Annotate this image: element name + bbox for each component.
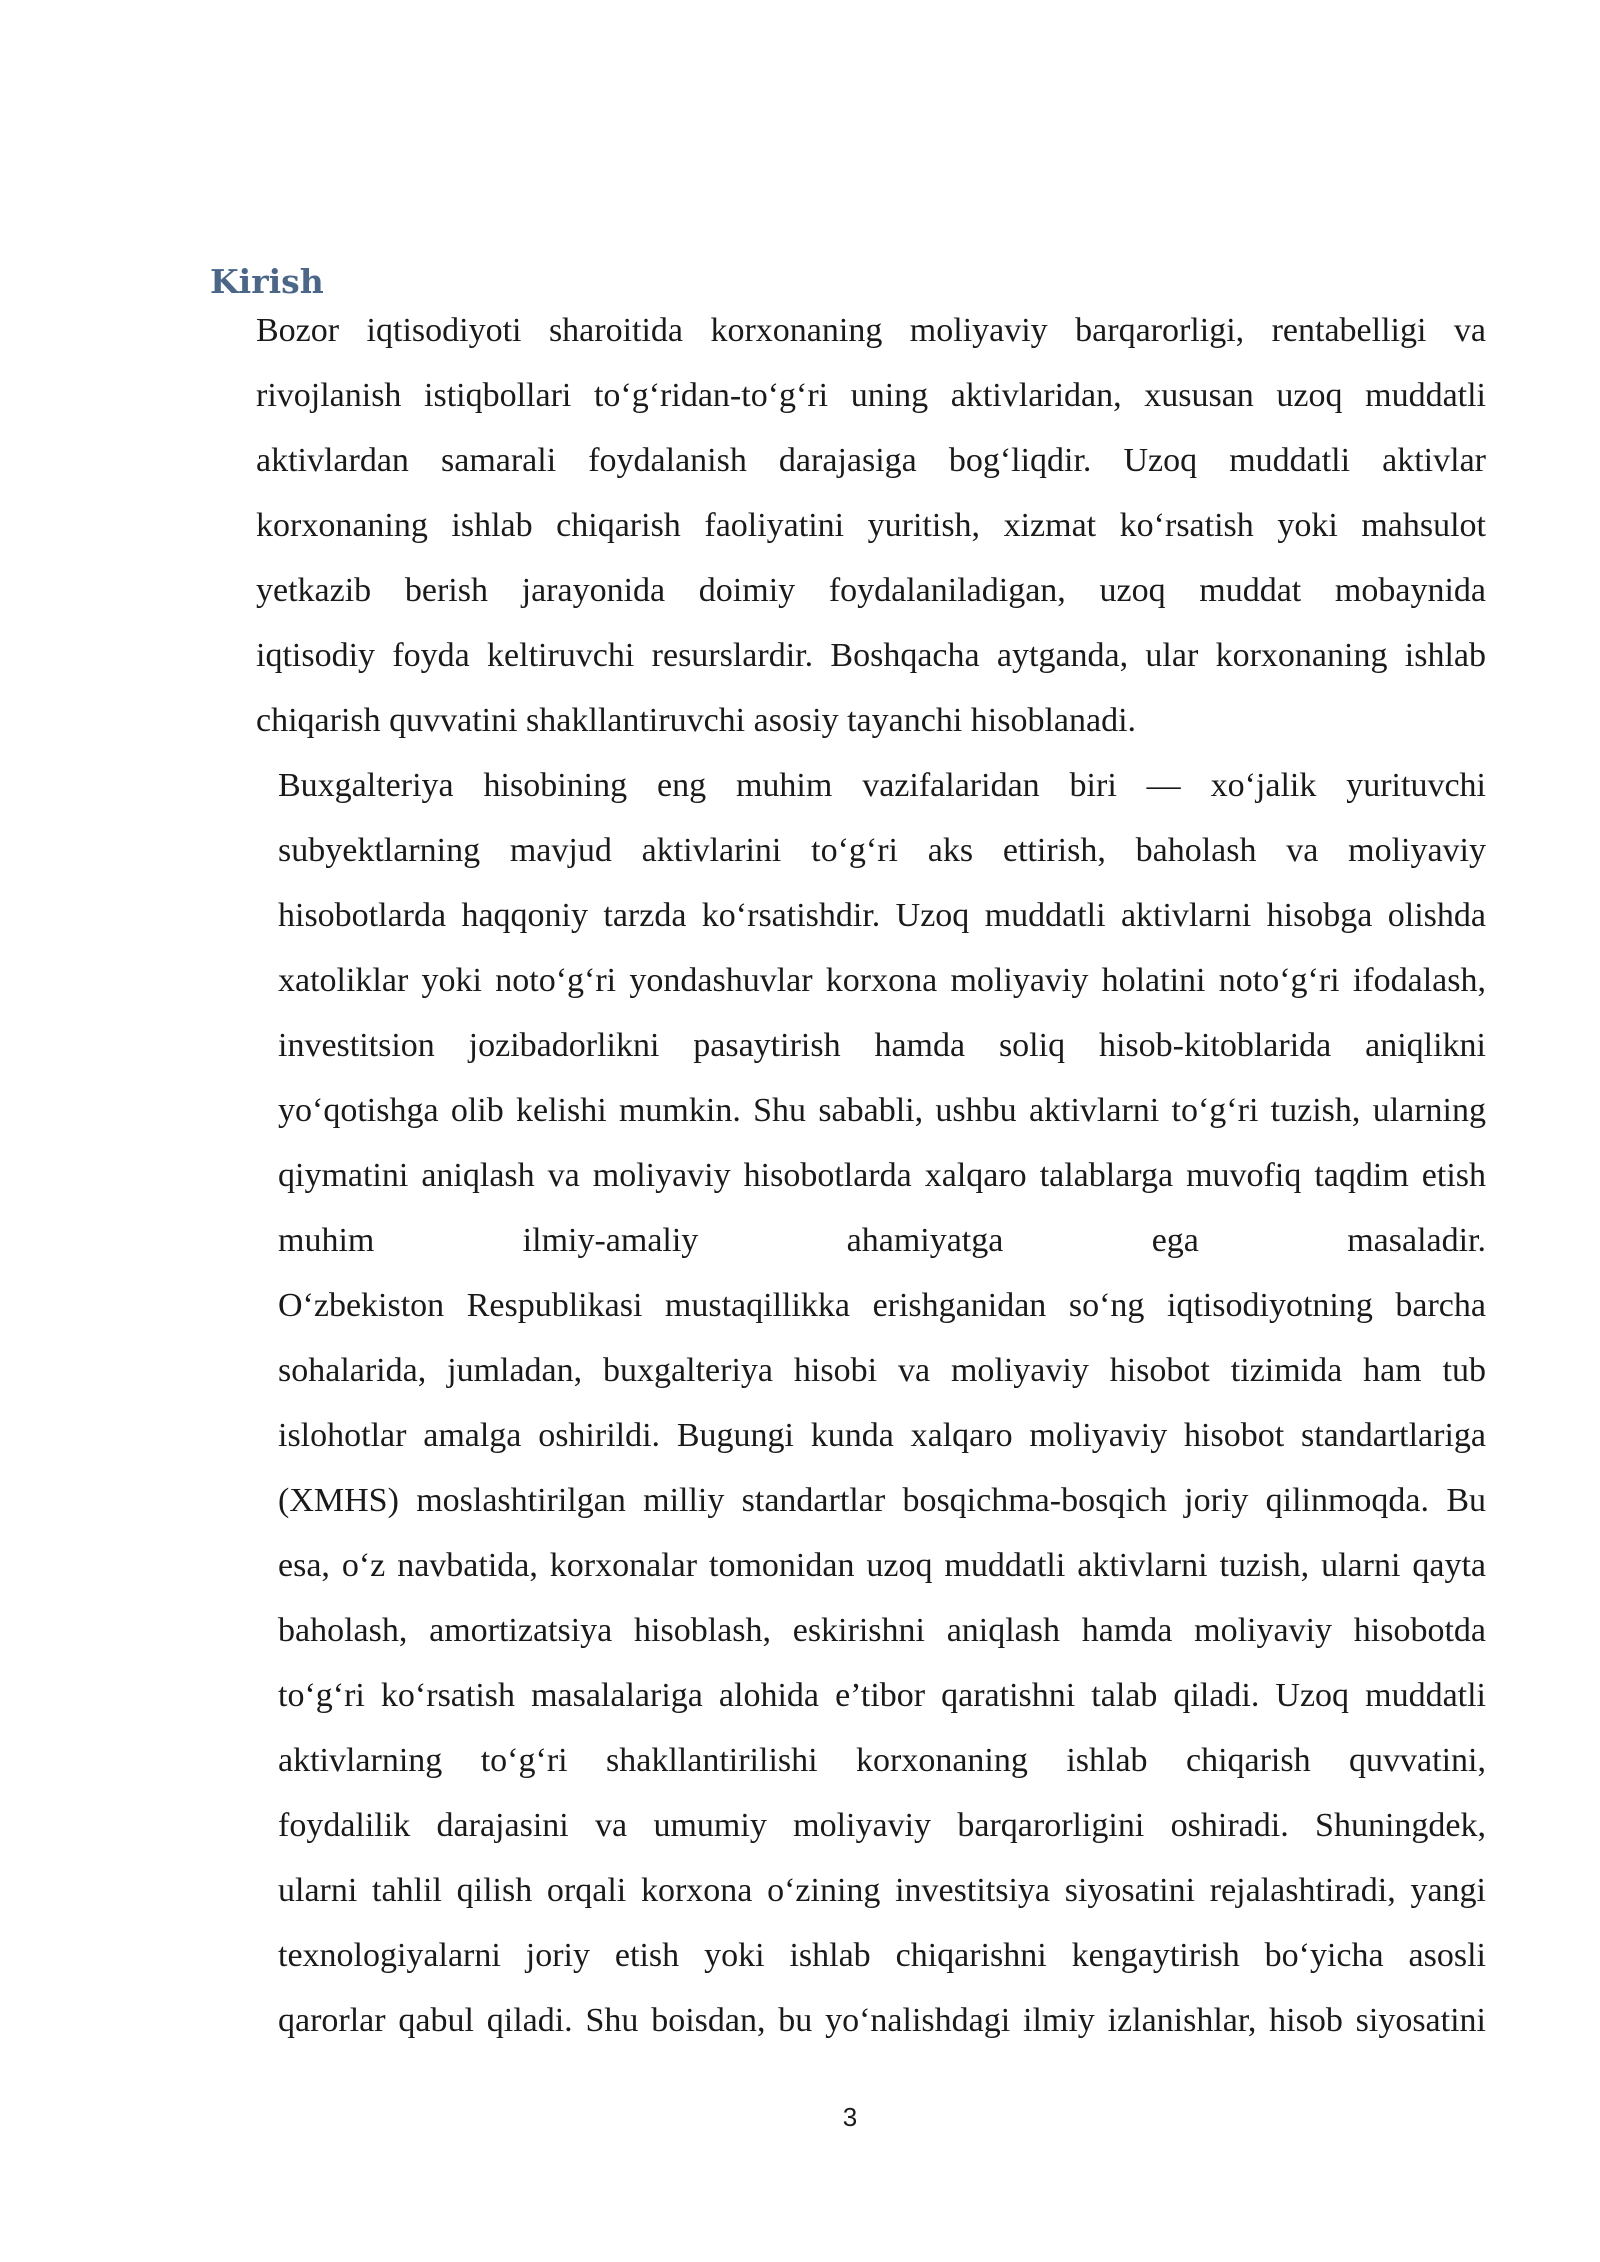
text-line: investitsion jozibadorlikni pasaytirish hamda soliq hisob-kitoblarida aniqlikni xyxy=(278,1027,1486,1064)
text-line: hisobotlarda haqqoniy tarzda ko‘rsatishdir. Uzoq muddatli aktivlarni hisobga olishda xyxy=(278,897,1486,934)
body-text xyxy=(210,298,1486,2053)
text-line: to‘g‘ri ko‘rsatish masalalariga alohida e’tibor qaratishni talab qiladi. Uzoq muddatli xyxy=(278,1677,1486,1714)
text-line: O‘zbekiston Respublikasi mustaqillikka erishganidan so‘ng iqtisodiyotning barcha xyxy=(278,1287,1486,1324)
paragraph-2 xyxy=(210,753,1486,2053)
text-line: yo‘qotishga olib kelishi mumkin. Shu sababli, ushbu aktivlarni to‘g‘ri tuzish, ularning xyxy=(278,1092,1486,1129)
text-line: aktivlardan samarali foydalanish darajasiga bog‘liqdir. Uzoq muddatli aktivlar xyxy=(256,442,1486,479)
text-line: Buxgalteriya hisobining eng muhim vazifalaridan biri — xo‘jalik yurituvchi xyxy=(278,767,1486,804)
text-line: texnologiyalarni joriy etish yoki ishlab chiqarishni kengaytirish bo‘yicha asosli xyxy=(278,1937,1486,1974)
text-line: foydalilik darajasini va umumiy moliyaviy barqarorligini oshiradi. Shuningdek, xyxy=(278,1807,1486,1844)
paragraph-1 xyxy=(210,298,1486,753)
text-line: muhim ilmiy-amaliy ahamiyatga ega masaladir. xyxy=(278,1222,1486,1259)
text-line: baholash, amortizatsiya hisoblash, eskirishni aniqlash hamda moliyaviy hisobotda xyxy=(278,1612,1486,1649)
text-line: ularni tahlil qilish orqali korxona o‘zining investitsiya siyosatini rejalashtiradi, yangi xyxy=(278,1872,1486,1909)
text-line: islohotlar amalga oshirildi. Bugungi kunda xalqaro moliyaviy hisobot standartlariga xyxy=(278,1417,1486,1454)
text-line: chiqarish quvvatini shakllantiruvchi asosiy tayanchi hisoblanadi. xyxy=(256,702,1137,739)
text-line: esa, o‘z navbatida, korxonalar tomonidan uzoq muddatli aktivlarni tuzish, ularni qayta xyxy=(278,1547,1486,1584)
text-line: qarorlar qabul qiladi. Shu boisdan, bu yo‘nalishdagi ilmiy izlanishlar, hisob siyosatini xyxy=(278,2002,1486,2039)
text-line: yetkazib berish jarayonida doimiy foydalaniladigan, uzoq muddat mobaynida xyxy=(256,572,1486,609)
text-line: qiymatini aniqlash va moliyaviy hisobotlarda xalqaro talablarga muvofiq taqdim etish xyxy=(278,1157,1486,1194)
page-number: 3 xyxy=(842,2102,858,2132)
section-heading: Kirish xyxy=(210,262,324,301)
text-line: korxonaning ishlab chiqarish faoliyatini yuritish, xizmat ko‘rsatish yoki mahsulot xyxy=(256,507,1486,544)
text-line: subyektlarning mavjud aktivlarini to‘g‘ri aks ettirish, baholash va moliyaviy xyxy=(278,832,1486,869)
text-line: aktivlarning to‘g‘ri shakllantirilishi korxonaning ishlab chiqarish quvvatini, xyxy=(278,1742,1486,1779)
text-line: xatoliklar yoki noto‘g‘ri yondashuvlar korxona moliyaviy holatini noto‘g‘ri ifodalash, xyxy=(278,962,1486,999)
text-line: Bozor iqtisodiyoti sharoitida korxonaning moliyaviy barqarorligi, rentabelligi va xyxy=(256,312,1486,349)
text-line: iqtisodiy foyda keltiruvchi resurslardir. Boshqacha aytganda, ular korxonaning ishlab xyxy=(256,637,1486,674)
text-line: rivojlanish istiqbollari to‘g‘ridan-to‘g‘ri uning aktivlaridan, xususan uzoq muddatli xyxy=(256,377,1486,414)
text-line: (XMHS) moslashtirilgan milliy standartlar bosqichma-bosqich joriy qilinmoqda. Bu xyxy=(278,1482,1486,1519)
text-line: sohalarida, jumladan, buxgalteriya hisobi va moliyaviy hisobot tizimida ham tub xyxy=(278,1352,1486,1389)
